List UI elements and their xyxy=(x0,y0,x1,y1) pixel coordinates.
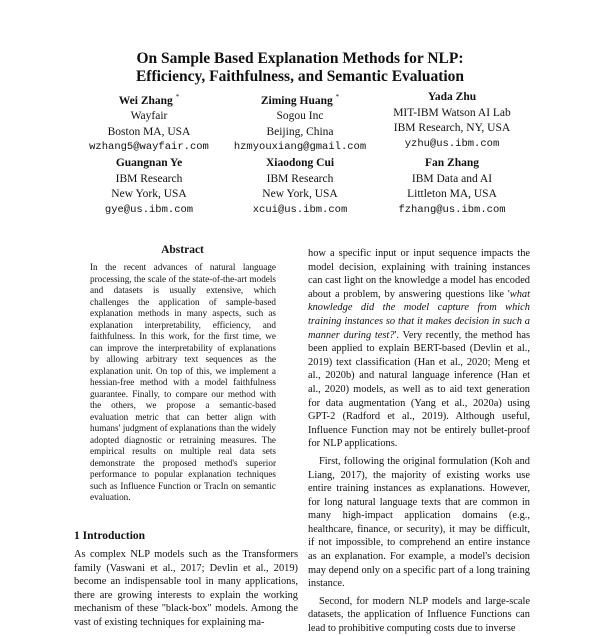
author-affiliation: IBM Research xyxy=(115,172,183,185)
author-affiliation: Sogou Inc xyxy=(276,110,324,123)
author-location: Beijing, China xyxy=(266,125,334,138)
abstract-text: In the recent advances of natural language processing, the scale of the state-of-the-art models and datasets is usually extensive, which challenges the application of sample-based explanation methods in many aspects, such as explanation interpretability, efficiency, and faithfulness. In this work, for the first time, we can improve the interpretability of explanations by allowing arbitrary text sequences as the explanation unit. On top of this, we implement a hessian-free method with a model faithfulness guarantee. Finally, to compare our method with the others, we propose a semantic-based evaluation metric that can better align with humans' judgment of explanations than the widely adopted diagnostic or retraining measures. The empirical results on multiple real data sets demonstrate the proposed method's superior performance to popular explanation techniques such as Influence Function or TracIn on semantic evaluation. xyxy=(90,262,276,502)
author-block xyxy=(215,90,385,156)
author-affiliation: MIT-IBM Watson AI Lab xyxy=(393,106,511,119)
author-block xyxy=(367,90,537,152)
paragraph-text: '. Very recently, the method has been applied to explain BERT-based (Devlin et al., 2019) text classification (Han et al., 2020; Meng et al., 2020b) and natural language inference (Han et al., 2020) models, as well as to aid text generation for data augmentation (Yang et al., 2020a) using GPT-2 (Radford et al., 2019). Although useful, Influence Function may not be entirely bullet-proof for NLP applications. xyxy=(308,329,531,450)
body-paragraph xyxy=(308,247,530,451)
author-affiliation: Wayfair xyxy=(130,110,168,123)
author-location: IBM Research, NY, USA xyxy=(393,122,511,134)
body-paragraph: Second, for modern NLP models and large-scale datasets, the application of Influence Functions can lead to prohibitive computing costs due to inverse xyxy=(308,595,530,635)
intro-paragraph: As complex NLP models such as the Transformers family (Vaswani et al., 2017; Devlin et al., 2019) become an indispensable tool in many applications, there are growing interests to explain the working mechanism of these "black-box" models. Among the vast of existing techniques for explaining ma- xyxy=(74,549,298,628)
author-name: Ziming Huang * xyxy=(260,93,340,107)
author-email: gye@us.ibm.com xyxy=(104,203,194,216)
author-name: Xiaodong Cui xyxy=(265,157,335,169)
paper-title xyxy=(0,50,600,86)
author-location: Littleton MA, USA xyxy=(407,188,497,200)
author-block xyxy=(64,90,234,156)
author-name: Guangnan Ye xyxy=(115,157,183,169)
body-paragraph: First, following the original formulation (Koh and Liang, 2017), the majority of existing works use entire training instances as explanations. However, for long natural language texts that are common in many high-impact application domains (e.g., healthcare, finance, or security), it may be difficult, if not impossible, to comprehend an entire instance as an explanation. For example, a model's decision may depend only on a specific part of a long training instance. xyxy=(308,455,530,590)
author-affiliation: IBM Data and AI xyxy=(411,172,493,185)
title-line-1: On Sample Based Explanation Methods for NLP: xyxy=(136,50,464,67)
author-name: Fan Zhang xyxy=(424,157,479,169)
author-email: yzhu@us.ibm.com xyxy=(404,137,500,150)
abstract-heading: Abstract xyxy=(161,244,204,256)
author-name: Yada Zhu xyxy=(427,91,477,103)
author-name: Wei Zhang * xyxy=(118,93,180,107)
title-line-2: Efficiency, Faithfulness, and Semantic Evaluation xyxy=(135,68,465,85)
italic-question: what knowledge did the model capture from which training instances so that it makes decision in such a manner during test? xyxy=(308,288,530,341)
paragraph-text: how a specific input or input sequence impacts the model decision, explaining with training instances can cast light on the knowledge a model has encoded about a problem, by answering questions like ' xyxy=(308,248,530,300)
right-column xyxy=(308,247,530,636)
section-heading: 1 Introduction xyxy=(74,530,146,542)
author-email: fzhang@us.ibm.com xyxy=(398,203,506,216)
author-block xyxy=(215,156,385,218)
author-block xyxy=(64,156,234,218)
author-block xyxy=(367,156,537,218)
author-location: Boston MA, USA xyxy=(107,125,191,138)
author-email: wzhang5@wayfair.com xyxy=(89,141,209,154)
author-location: New York, USA xyxy=(262,188,338,200)
author-email: xcui@us.ibm.com xyxy=(252,203,348,216)
author-location: New York, USA xyxy=(111,188,187,200)
author-affiliation: IBM Research xyxy=(266,172,334,185)
author-email: hzmyouxiang@gmail.com xyxy=(233,141,367,154)
